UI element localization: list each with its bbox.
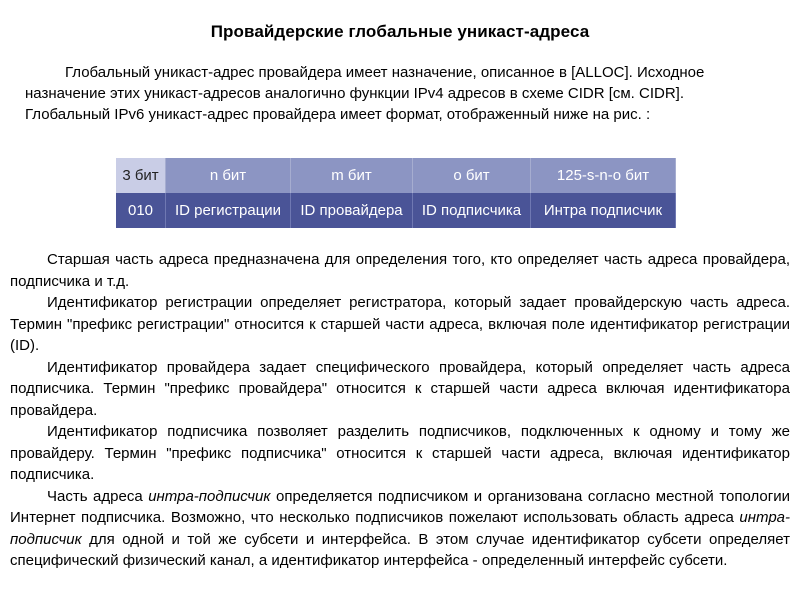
paragraph-registry-id: Идентификатор регистрации определяет регистратора, который задает провайдерскую часть адреса. Термин "префикс регистрации" относится к старшей части адреса, включая поле идентификатор регистрации (ID). (10, 294, 790, 354)
bits-provider-cell: m бит (291, 158, 413, 193)
bits-intra-cell: 125-s-n-o бит (531, 158, 676, 193)
paragraph-high-order: Старшая часть адреса предназначена для определения того, кто определяет часть адреса провайдера, подписчика и т.д. (10, 251, 790, 290)
p5-emphasis-2: интра-подписчик (10, 509, 790, 548)
p5-text-a: Часть адреса (47, 487, 149, 505)
field-name-row (116, 193, 676, 228)
field-subscriber-cell: ID подписчика (413, 193, 531, 228)
field-registry-cell: ID регистрации (166, 193, 291, 228)
bits-prefix-cell: 3 бит (116, 158, 166, 193)
body-text (10, 249, 790, 572)
field-prefix-cell: 010 (116, 193, 166, 228)
bits-registry-cell: n бит (166, 158, 291, 193)
paragraph-subscriber-id: Идентификатор подписчика позволяет разделить подписчиков, подключенных к одному и тому же провайдеру. Термин "префикс подписчика" относится к старшей части адреса, включая идентификатор подписчика. (10, 423, 790, 483)
page-title: Провайдерские глобальные уникаст-адреса (210, 22, 590, 41)
p5-emphasis-1: интра-подписчик (148, 487, 271, 505)
field-intra-cell: Интра подписчик (531, 193, 676, 228)
p5-text-b: определяется подписчиком и организована согласно местной топологии Интернет подписчика. Возможно, что несколько подписчиков пожелают использовать область адреса (10, 487, 791, 526)
address-format-diagram (116, 158, 676, 228)
p5-text-c: для одной и той же субсети и интерфейса. В этом случае идентификатор субсети определяет специфический физический канал, а идентификатор интерфейса - определенный интерфейс субсети. (10, 530, 790, 569)
paragraph-intra-subscriber (10, 486, 790, 572)
bits-subscriber-cell: o бит (413, 158, 531, 193)
bit-length-row (116, 158, 676, 193)
intro-section (25, 62, 765, 125)
intro-paragraph: Глобальный уникаст-адрес провайдера имеет назначение, описанное в [ALLOC]. Исходное назначение этих уникаст-адресов аналогично функции IPv4 адресов в схеме CIDR [см. CIDR]. Глобальный IPv6 уникаст-адрес провайдера имеет формат, отображенный ниже на рис. : (25, 64, 705, 123)
paragraph-provider-id: Идентификатор провайдера задает специфического провайдера, который определяет часть адреса подписчика. Термин "префикс провайдера" относится к старшей части адреса включая идентификатора провайдера. (10, 358, 790, 419)
field-provider-cell: ID провайдера (291, 193, 413, 228)
